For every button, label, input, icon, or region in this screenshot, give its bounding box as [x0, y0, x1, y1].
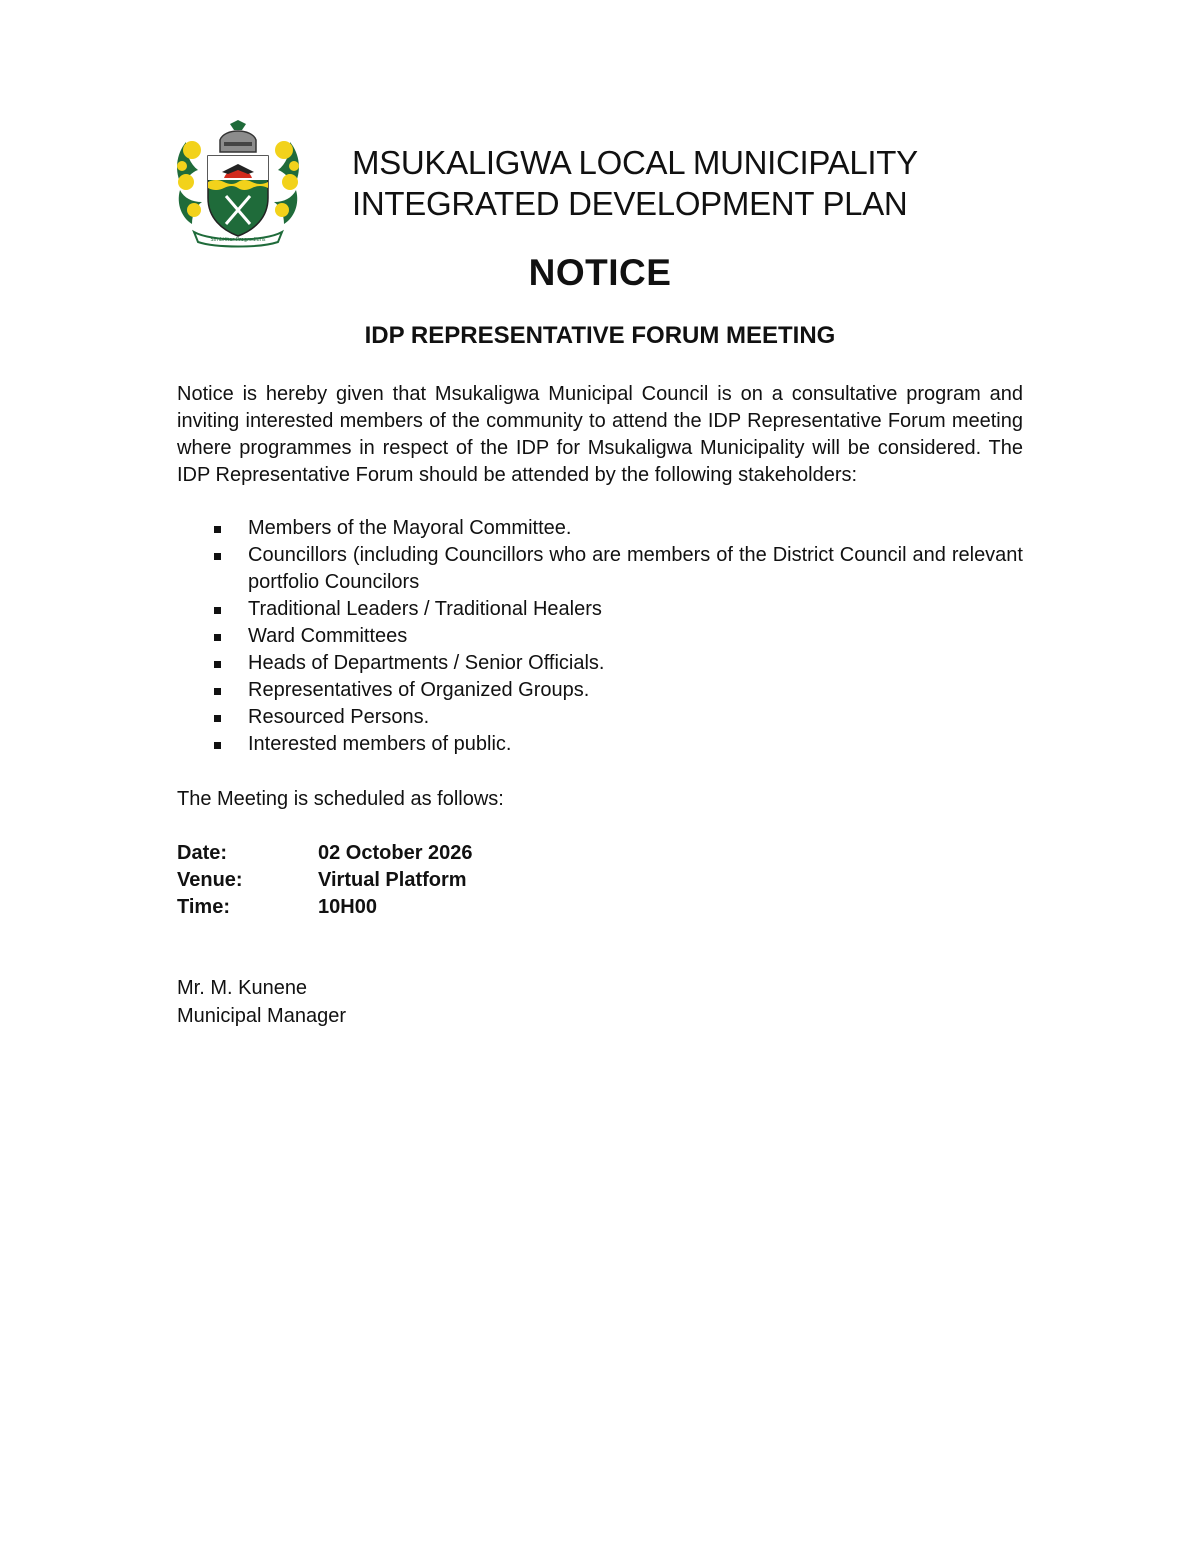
- list-item: [177, 596, 1023, 623]
- signatory-title: Municipal Manager: [177, 1005, 346, 1027]
- date-label: Date:: [177, 842, 228, 864]
- time-value: 10H00: [318, 896, 377, 918]
- meeting-subtitle: IDP REPRESENTATIVE FORUM MEETING: [364, 322, 836, 349]
- schedule-row-time: [177, 894, 473, 921]
- list-item-text: Ward Committees: [248, 625, 408, 647]
- schedule-intro: The Meeting is scheduled as follows:: [177, 788, 504, 810]
- list-item-text: Members of the Mayoral Committee.: [248, 517, 572, 539]
- bullet-icon: [214, 742, 221, 749]
- municipal-crest-logo: [172, 120, 304, 248]
- signatory-name: Mr. M. Kunene: [177, 977, 308, 999]
- list-item-text: Traditional Leaders / Traditional Healers: [248, 598, 602, 620]
- schedule-row-venue: [177, 867, 473, 894]
- venue-value: Virtual Platform: [318, 869, 467, 891]
- bullet-icon: [214, 715, 221, 722]
- notice-title: NOTICE: [528, 252, 672, 293]
- bullet-icon: [214, 553, 221, 560]
- schedule-row-date: [177, 840, 473, 867]
- document-header: [352, 142, 918, 224]
- bullet-icon: [214, 661, 221, 668]
- list-item: [177, 623, 1023, 650]
- meeting-schedule: [177, 840, 473, 921]
- list-item-text: Resourced Persons.: [248, 706, 430, 728]
- time-label: Time:: [177, 896, 230, 918]
- list-item-text: Representatives of Organized Groups.: [248, 679, 590, 701]
- list-item-text: Interested members of public.: [248, 733, 512, 755]
- plan-name: INTEGRATED DEVELOPMENT PLAN: [352, 185, 908, 222]
- svg-text:Simbiliter Progrediens: Simbiliter Progrediens: [210, 237, 266, 243]
- list-item: [177, 677, 1023, 704]
- list-item: [177, 731, 1023, 758]
- bullet-icon: [214, 634, 221, 641]
- bullet-icon: [214, 607, 221, 614]
- stakeholder-list: [177, 515, 1023, 758]
- bullet-icon: [214, 688, 221, 695]
- list-item-text: Councillors (including Councillors who are members of the District Council and relevant portfolio Councilors: [248, 544, 1023, 593]
- intro-paragraph: Notice is hereby given that Msukaligwa Municipal Council is on a consultative program and inviting interested members of the community to attend the IDP Representative Forum meeting where programmes in respect of the IDP for Msukaligwa Municipality will be considered. The IDP Representative Forum should be attended by the following stakeholders:: [177, 383, 1023, 486]
- list-item: [177, 515, 1023, 542]
- date-value: 02 October 2026: [318, 842, 473, 864]
- municipality-name: MSUKALIGWA LOCAL MUNICIPALITY: [352, 144, 918, 181]
- bullet-icon: [214, 526, 221, 533]
- list-item: [177, 650, 1023, 677]
- venue-label: Venue:: [177, 869, 243, 891]
- list-item: [177, 704, 1023, 731]
- list-item-text: Heads of Departments / Senior Officials.: [248, 652, 605, 674]
- signature-block: [177, 974, 346, 1030]
- list-item: [177, 542, 1023, 596]
